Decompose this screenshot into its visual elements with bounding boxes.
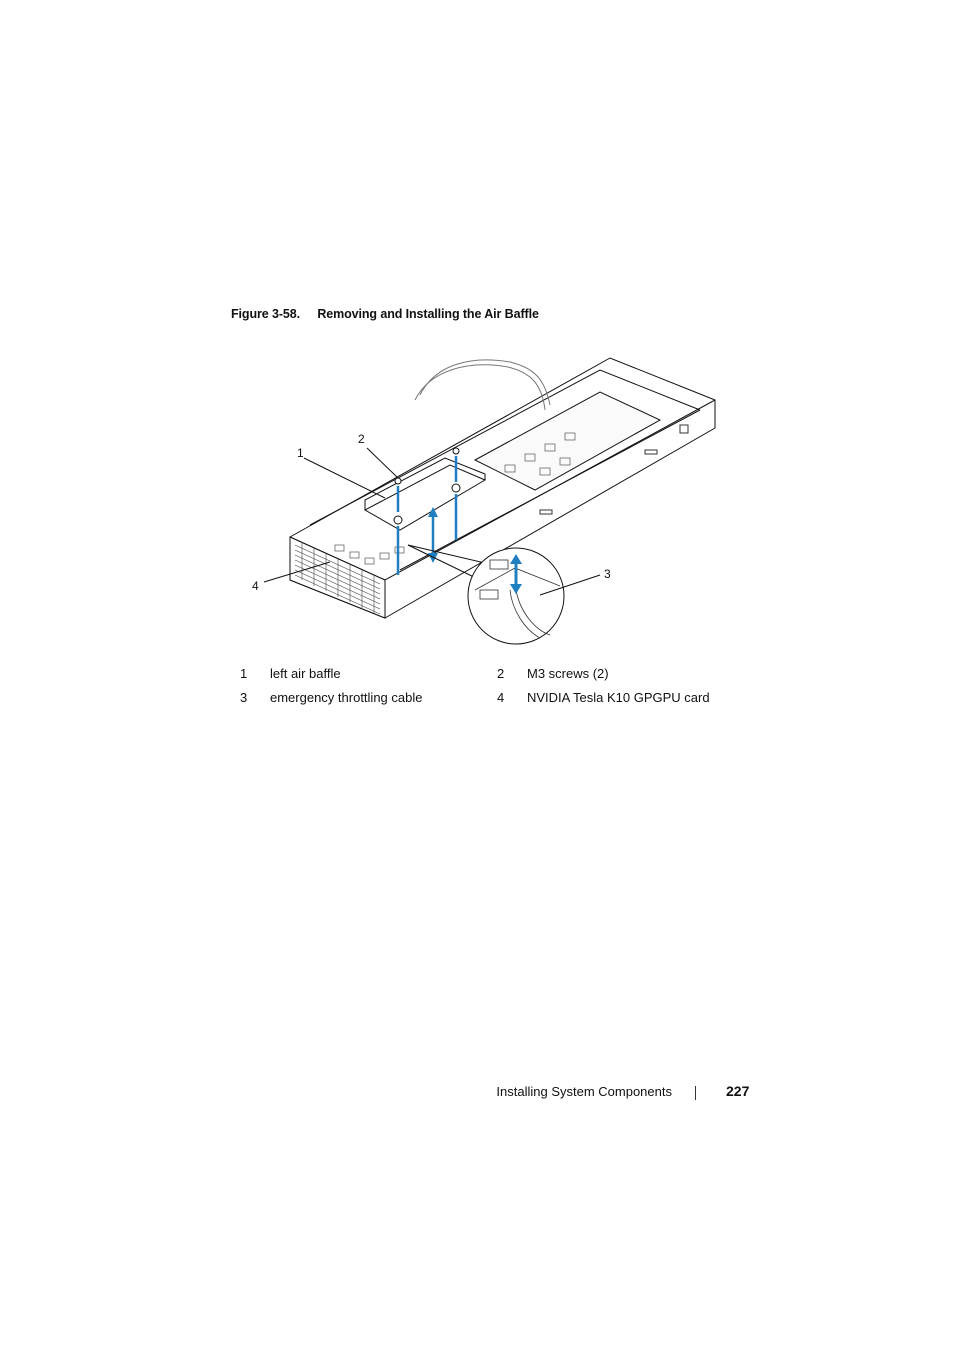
- page-number: 227: [726, 1083, 750, 1099]
- callout-1: 1: [297, 446, 304, 460]
- callout-4: 4: [252, 579, 259, 593]
- legend-text: NVIDIA Tesla K10 GPGPU card: [527, 690, 710, 705]
- legend-number: 3: [240, 690, 248, 705]
- figure-title: Removing and Installing the Air Baffle: [317, 307, 539, 321]
- legend-row: [240, 666, 720, 690]
- legend-text: emergency throttling cable: [270, 690, 423, 705]
- footer-section-title: Installing System Components: [496, 1084, 672, 1099]
- legend-number: 1: [240, 666, 248, 681]
- callout-legend: [240, 666, 720, 714]
- figure-caption: [231, 307, 539, 321]
- legend-number: 2: [497, 666, 505, 681]
- legend-text: left air baffle: [270, 666, 341, 681]
- footer-divider: [695, 1086, 696, 1100]
- chassis-drawing: [240, 340, 740, 650]
- legend-number: 4: [497, 690, 505, 705]
- callout-2: 2: [358, 432, 365, 446]
- legend-row: [240, 690, 720, 714]
- callout-3: 3: [604, 567, 611, 581]
- legend-text: M3 screws (2): [527, 666, 609, 681]
- figure-number: Figure 3-58.: [231, 307, 300, 321]
- air-baffle-illustration: [240, 340, 740, 650]
